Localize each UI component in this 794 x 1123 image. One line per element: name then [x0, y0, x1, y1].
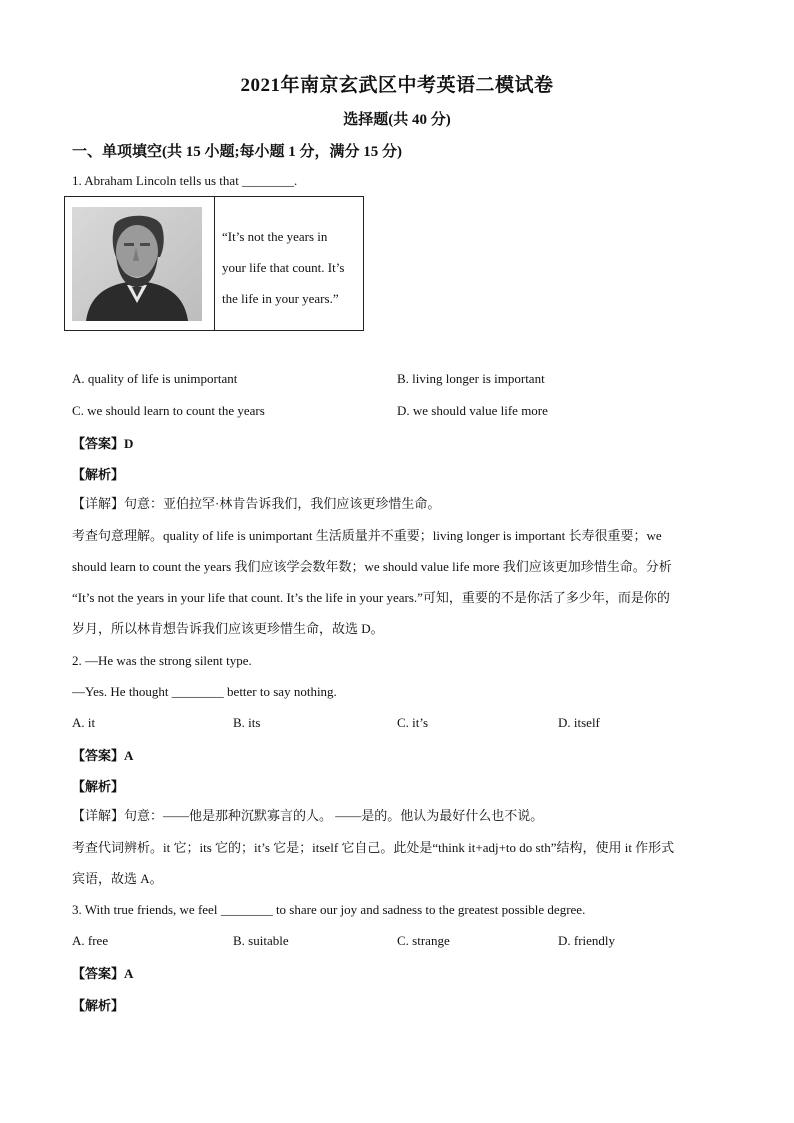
q1-stem: 1. Abraham Lincoln tells us that ________.	[72, 173, 298, 188]
q2-detail-line: 【详解】句意：——他是那种沉默寡言的人。 ——是的。他认为最好什么也不说。	[72, 808, 544, 823]
section-heading: 一、单项填空(共 15 小题;每小题 1 分，满分 15 分)	[72, 144, 402, 160]
q1-detail-line: “It’s not the years in your life that count. It’s the life in your years.”可知，重要的不是你活了多少年，而是你的	[72, 590, 670, 605]
lincoln-quote	[215, 197, 363, 330]
q2-analysis-label: 【解析】	[72, 779, 125, 794]
quote-line: “It’s not the years in	[222, 229, 328, 244]
q2-detail-line: 考查代词辨析。it 它；its 它的；it’s 它是；itself 它自己。此处是“think it+adj+to do sth”结构，使用 it 作形式	[72, 840, 675, 855]
q1-detail-line: should learn to count the years 我们应该学会数年数；we should value life more 我们应该更加珍惜生命。分析	[72, 559, 672, 574]
q1-detail-line: 【详解】句意：亚伯拉罕·林肯告诉我们，我们应该更珍惜生命。	[72, 496, 441, 511]
q2-option-a: A. it	[72, 715, 96, 730]
q3-option-d: D. friendly	[558, 933, 616, 948]
q3-option-b: B. suitable	[233, 933, 289, 948]
q3-option-a: A. free	[72, 933, 109, 948]
q3-option-c: C. strange	[397, 933, 450, 948]
page-title: 2021年南京玄武区中考英语二模试卷	[240, 75, 554, 96]
q1-option-c: C. we should learn to count the years	[72, 403, 265, 418]
quote-box	[64, 196, 364, 331]
q1-option-d: D. we should value life more	[397, 403, 548, 418]
q2-option-b: B. its	[233, 715, 261, 730]
page-subtitle: 选择题(共 40 分)	[343, 112, 451, 128]
lincoln-portrait	[72, 207, 202, 321]
q1-option-b: B. living longer is important	[397, 371, 545, 386]
portrait-cell	[65, 197, 215, 330]
q1-detail-line: 岁月，所以林肯想告诉我们应该更珍惜生命，故选 D。	[72, 621, 384, 636]
quote-line: the life in your years.”	[222, 291, 339, 306]
q1-analysis-label: 【解析】	[72, 467, 125, 482]
quote-line: your life that count. It’s	[222, 260, 345, 275]
q1-answer: 【答案】D	[72, 436, 134, 451]
q3-stem: 3. With true friends, we feel ________ to share our joy and sadness to the greatest possible degree.	[72, 902, 586, 917]
q3-answer: 【答案】A	[72, 966, 134, 981]
q1-detail-line: 考查句意理解。quality of life is unimportant 生活质量并不重要；living longer is important 长寿很重要；we	[72, 528, 662, 543]
q3-analysis-label: 【解析】	[72, 998, 125, 1013]
q2-answer: 【答案】A	[72, 748, 134, 763]
q2-detail-line: 宾语，故选 A。	[72, 871, 163, 886]
q2-stem: —Yes. He thought ________ better to say nothing.	[72, 684, 337, 699]
q2-stem: 2. —He was the strong silent type.	[72, 653, 252, 668]
q2-option-d: D. itself	[558, 715, 600, 730]
q1-option-a: A. quality of life is unimportant	[72, 371, 238, 386]
q2-option-c: C. it’s	[397, 715, 429, 730]
